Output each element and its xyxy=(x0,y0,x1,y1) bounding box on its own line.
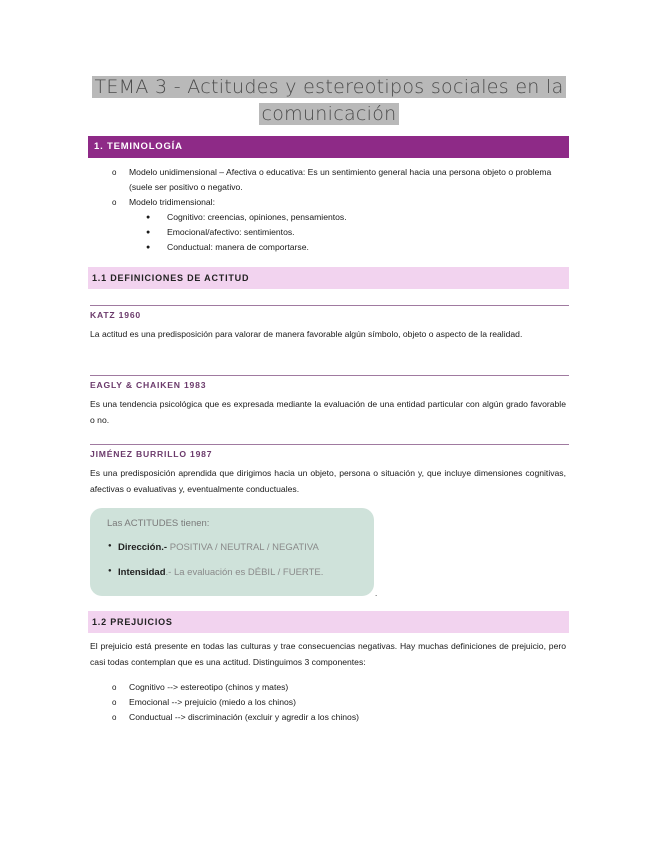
list-item: o Emocional --> prejuicio (miedo a los chinos) xyxy=(129,695,565,710)
terminology-list xyxy=(129,165,565,210)
prejuicio-components-list xyxy=(129,680,565,725)
definition-text: Es una tendencia psicológica que es expresada mediante la evaluación de una entidad particular con algún grado favorable o no. xyxy=(90,399,566,425)
prejuicio-paragraph: El prejuicio está presente en todas las culturas y trae consecuencias negativas. Hay muchas definiciones de prejuicio, pero casi todas contemplan que es una actitud. Distinguimos 3 componentes: xyxy=(90,641,566,667)
section-heading-terminologia: 1. TEMINOLOGÍA xyxy=(88,136,569,158)
tridimensional-sublist xyxy=(167,210,565,255)
section-heading-definiciones: 1.1 DEFINICIONES DE ACTITUD xyxy=(88,267,569,289)
definition-author: EAGLY & CHAIKEN 1983 xyxy=(90,375,569,390)
section-heading-prejuicios: 1.2 PREJUICIOS xyxy=(88,611,569,633)
title-line-1: TEMA 3 - Actitudes y estereotipos sociales en la xyxy=(94,76,564,98)
callout-desc: POSITIVA / NEUTRAL / NEGATIVA xyxy=(167,542,319,553)
definition-text: Es una predisposición aprendida que dirigimos hacia un objeto, persona o situación y, que incluye dimensiones cognitivas, afectivas o evaluativas y, eventualmente conductuales. xyxy=(90,468,566,494)
document-title xyxy=(90,74,568,128)
title-line-2: comunicación xyxy=(261,103,397,125)
callout-term: Intensidad xyxy=(118,567,166,578)
list-item: o Modelo tridimensional: xyxy=(129,195,565,210)
definition-text: La actitud es una predisposición para valorar de manera favorable algún símbolo, objeto o aspecto de la realidad. xyxy=(90,329,523,339)
callout-list xyxy=(118,542,323,592)
callout-term: Dirección.- xyxy=(118,542,168,553)
callout-item xyxy=(118,567,323,592)
definition-author: JIMÉNEZ BURRILLO 1987 xyxy=(90,444,569,459)
list-item: o Cognitivo --> estereotipo (chinos y mates) xyxy=(129,680,565,695)
list-item: o Modelo unidimensional – Afectiva o educativa: Es un sentimiento general hacia una persona objeto o problema (suele ser positivo o negativo. xyxy=(129,165,565,195)
callout-item xyxy=(118,542,323,567)
trailing-period: . xyxy=(375,589,378,598)
list-item: ● Cognitivo: creencias, opiniones, pensamientos. xyxy=(167,210,565,225)
callout-desc: .- La evaluación es DÉBIL / FUERTE. xyxy=(165,567,324,578)
attitudes-callout-box xyxy=(90,508,374,596)
callout-title: Las ACTITUDES tienen: xyxy=(107,518,210,529)
list-item: ● Conductual: manera de comportarse. xyxy=(167,240,565,255)
list-item: o Conductual --> discriminación (excluir y agredir a los chinos) xyxy=(129,710,565,725)
definition-author: KATZ 1960 xyxy=(90,305,569,320)
list-item: ● Emocional/afectivo: sentimientos. xyxy=(167,225,565,240)
